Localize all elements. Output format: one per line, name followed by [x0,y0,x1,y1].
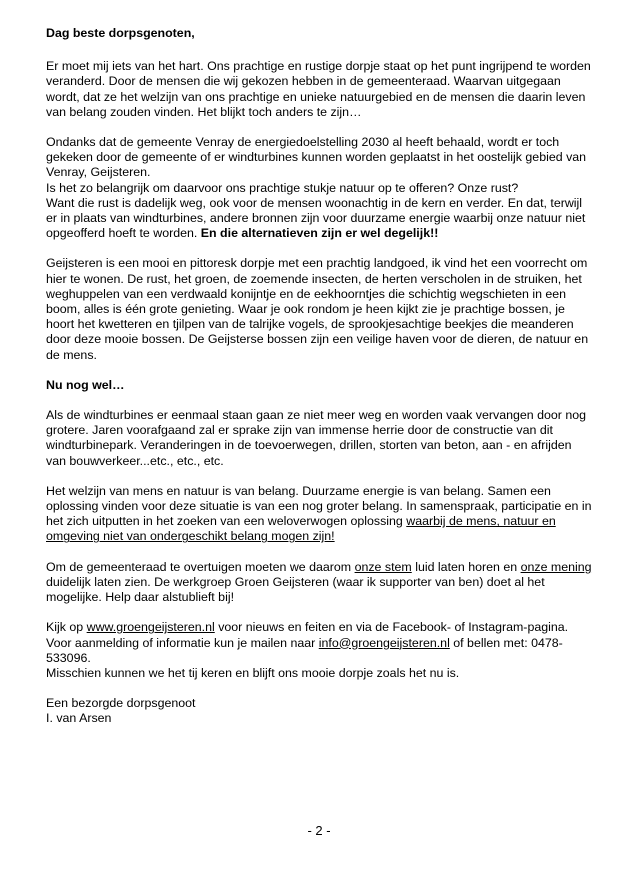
contact-text-1: Kijk op [46,620,87,635]
paragraph-intro: Er moet mij iets van het hart. Ons prachtige en rustige dorpje staat op het punt ingrijpend te worden veranderd. Door de mensen die wij gekozen hebben in de gemeenteraad. Waarvan uitgegaan wordt, dat ze het welzijn van ons prachtige en unieke natuurgebied en de mensen die daarin leven van belang zouden vinden. Het blijkt toch anders te zijn… [46,59,591,119]
contact-text-3: of bellen met: 0478-533096. [46,635,563,665]
paragraph-energy-goal-text-1: Ondanks dat de gemeente Venray de energiedoelstelling 2030 al heeft behaald, wordt er toch gekeken door de gemeente of er windturbines kunnen worden geplaatst in het oostelijk gebied van Venray, Geijsteren. [46,135,587,180]
paragraph-energy-goal-emphasis: En die alternatieven zijn er wel degelijk!! [200,226,439,241]
cta-text-3: duidelijk laten zien. De werkgroep Groen Geijsteren (waar ik supporter van ben) doet al het mogelijke. Help daar alstublieft bij! [46,574,545,605]
paragraph-energy-goal [46,135,594,241]
greeting: Dag beste dorpsgenoten, [46,26,195,40]
paragraph-wellbeing-text: Het welzijn van mens en natuur is van belang. Duurzame energie is van belang. Samen een oplossing vinden voor deze situatie is van een nog groter belang. In samenspraak, participatie en in het zich uitputten in het zoeken van een weloverwogen oplossing [46,483,592,529]
cta-text-2: luid laten horen en [411,559,521,574]
paragraph-village-description: Geijsteren is een mooi en pittoresk dorpje met een prachtig landgoed, ik vind het een voorrecht om hier te wonen. De rust, het groen, de zoemende insecten, de herten verscholen in de struiken, het weghuppelen van een verdwaald konijntje en de eekhoorntjes die schichtig wegschieten in een boom, alles is één grote genieting. Waar je ook rondom je heen kijkt zie je prachtige bossen, je hoort het kwetteren en tjilpen van de talrijke vogels, de sprookjesachtige beekjes die meanderen door deze mooie bossen. De Geijsterse bossen zijn een veilige haven voor de dieren, de natuur en de mens. [46,256,589,362]
paragraph-energy-goal-text-2: Want die rust is dadelijk weg, ook voor de mensen woonachtig in de kern en verder. En dat, terwijl er in plaats van windturbines, andere bronnen zijn voor duurzame energie waarbij onze natuur niet opgeofferd hoeft te worden. [46,195,586,241]
section-heading: Nu nog wel… [46,377,125,392]
letter-body [46,26,594,742]
email-link[interactable]: info@groengeijsteren.nl [318,635,450,650]
signature-block [46,696,594,726]
contact-text-2: voor nieuws en feiten en via de Facebook- of Instagram-pagina. Voor aanmelding of informatie kun je mailen naar [46,620,569,650]
paragraph-energy-goal-question: Is het zo belangrijk om daarvoor ons prachtige stukje natuur op te offeren? Onze rust? [46,180,519,195]
page-number: - 2 - [307,823,331,838]
paragraph-construction: Als de windturbines er eenmaal staan gaan ze niet meer weg en worden vaak vervangen door nog grotere. Jaren voorafgaand zal er sprake zijn van immense herrie door de constructie van dit windturbinepark. Veranderingen in de toevoerwegen, drillen, storten van beton, aan - en afrijden van bouwverkeer...etc., etc., etc. [46,408,587,468]
paragraph-wellbeing [46,484,594,545]
cta-underlined-mening: onze mening [520,559,592,574]
cta-text-1: Om de gemeenteraad te overtuigen moeten we daarom [46,559,355,574]
contact-text-4: Misschien kunnen we het tij keren en blijft ons mooie dorpje zoals het nu is. [46,665,460,680]
website-link[interactable]: www.groengeijsteren.nl [86,620,215,635]
cta-underlined-stem: onze stem [354,559,412,574]
closing-line: Een bezorgde dorpsgenoot [46,696,196,711]
paragraph-wellbeing-underlined: waarbij de mens, natuur en omgeving niet van ondergeschikt belang mogen zijn! [46,514,556,544]
paragraph-contact [46,620,594,681]
signature-name: I. van Arsen [46,711,112,726]
paragraph-call-to-action [46,560,594,606]
